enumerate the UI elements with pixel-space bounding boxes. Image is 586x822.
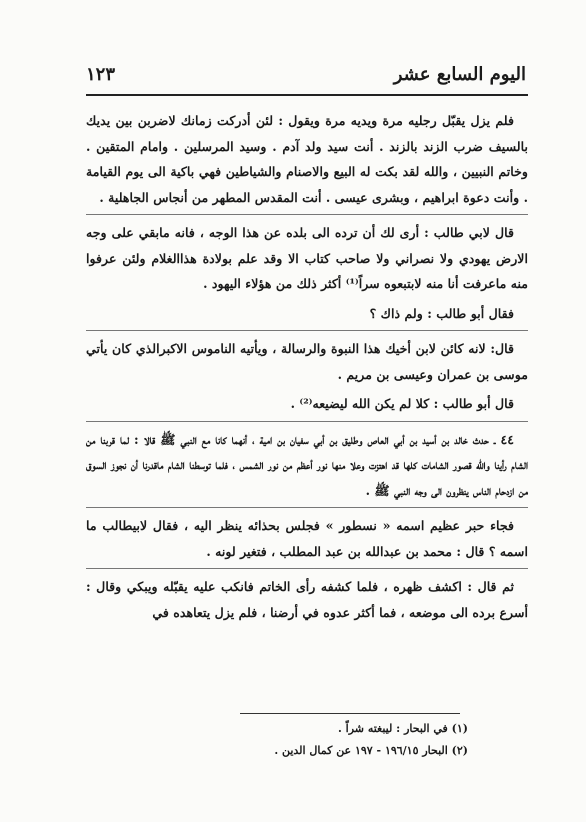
paragraph-divider [86, 507, 528, 508]
paragraph-divider [86, 568, 528, 569]
paragraph: قال أبو طالب : كلا لم يكن الله ليضيعه⁽²⁾ . [290, 396, 514, 411]
footnote: (٢) البحار ١٩٦/١٥ - ١٩٧ عن كمال الدين . [274, 744, 468, 757]
running-title: اليوم السابع عشر [393, 64, 526, 85]
paragraph: فجاء حبر عظيم اسمه « نسطور » فجلس بحذائه ينظر اليه ، فقال لابيطالب ما اسمه ؟ قال : محمد بن عبدالله بن عبد المطلب ، فتغير لونه . [86, 518, 528, 559]
paragraph: ثم قال : اكشف ظهره ، فلما كشفه رأى الخاتم فانكب عليه يقبّله ويبكي وقال : أسرع برده الى موضعه ، فما أكثر عدوه في أرضنا ، فلم يزل يتعاهده في [86, 579, 528, 620]
page-number: ١٢٣ [86, 64, 116, 85]
footnote-rule [240, 713, 460, 714]
paragraph: قال لابي طالب : أرى لك أن ترده الى بلده عن هذا الوجه ، فانه مابقي على وجه الارض يهودي ولا نصراني ولا صاحب كتاب الا وقد علم بولادة هذاالغلام ولئن عرفوا منه ماعرفت أنا منه لابتبعوه سراً⁽¹⁾ أكثر ذلك من هؤلاء اليهود . [86, 225, 528, 291]
paragraph: فقال أبو طالب : ولم ذاك ؟ [369, 305, 514, 321]
paragraph-divider [86, 214, 528, 215]
paragraph-divider [86, 421, 528, 422]
footnotes [86, 718, 528, 762]
page-header [86, 64, 526, 92]
paragraph: ٤٤ ـ حدث خالد بن أسيد بن أبي العاص وطليق بن أبي سفيان بن امية ، أنهما كانا مع النبي ﷺ قالا : لما قربنا من الشام رأينا والله قصور الشامات كلها قد اهتزت وعلا منها نور أعظم من نور الشمس ، فلما توسطنا الشام ماقدرنا أن نجوز السوق من ازدحام الناس ينظرون الى وجه النبي ﷺ . [86, 431, 528, 498]
header-rule [86, 94, 528, 96]
paragraph: فلم يزل يقبّل رجليه مرة ويديه مرة ويقول : لئن أدركت زمانك لاضربن بين يديك بالسيف ضرب الزند بالزند . أنت سيد ولد آدم . وسيد المرسلين . وامام المتقين . وخاتم النبيين ، والله لقد بكت له البيع والاصنام والشياطين فهي باكية الى يوم القيامة . وأنت دعوة ابراهيم ، وبشرى عيسى . أنت المقدس المطهر من أنجاس الجاهلية . [86, 113, 528, 205]
footnote: (١) في البحار : ليبغته شراً . [338, 722, 468, 735]
main-text [86, 108, 528, 629]
paragraph: قال: لانه كائن لابن أخيك هذا النبوة والرسالة ، ويأتيه الناموس الاكبرالذي كان يأتي موسى بن عمران وعيسى بن مريم . [86, 341, 528, 382]
paragraph-divider [86, 330, 528, 331]
